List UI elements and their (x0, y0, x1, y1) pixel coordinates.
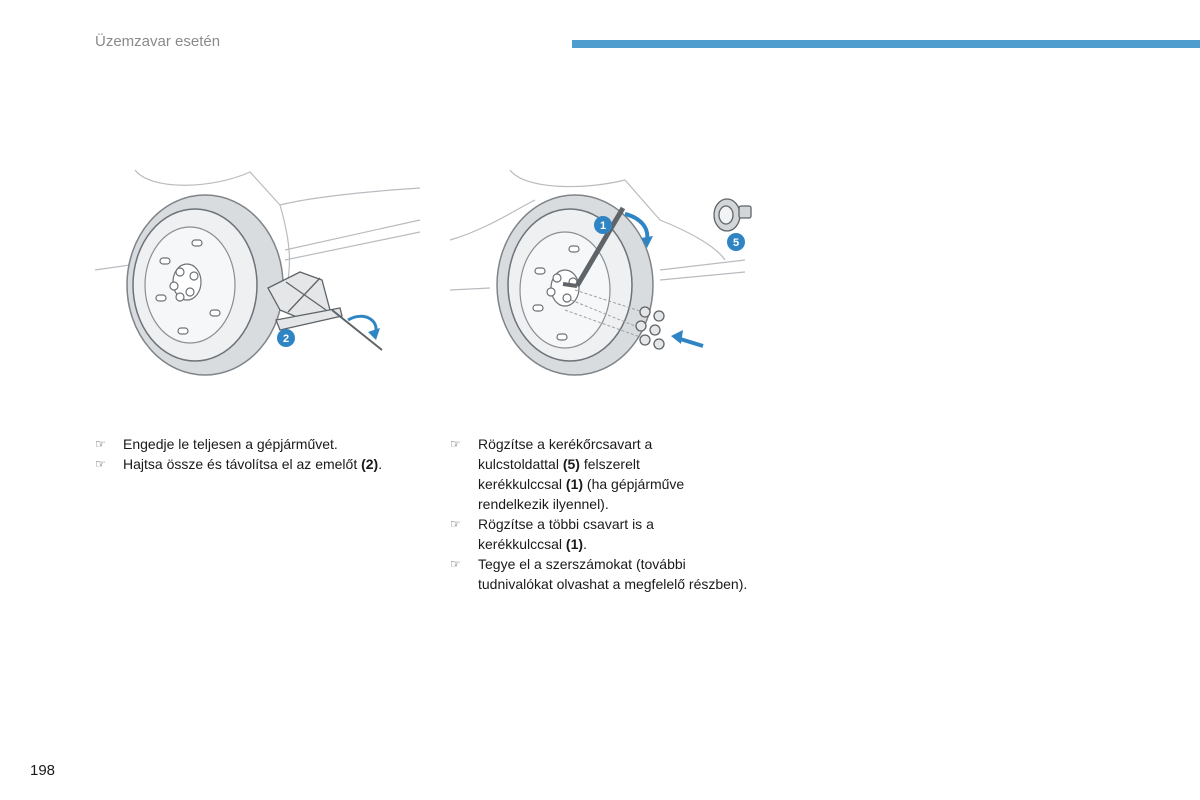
pointing-hand-icon: ☞ (450, 517, 461, 531)
step-store-tools: ☞ Tegye el a szerszámokat (további tudnivalókat olvashat a megfelelő részben). (450, 556, 748, 592)
pointing-hand-icon: ☞ (450, 437, 461, 451)
section-title: Üzemzavar esetén (95, 33, 221, 50)
page-number: 198 (30, 762, 56, 779)
instructions-left (95, 434, 435, 474)
instructions-right (450, 434, 790, 594)
callout-5 (727, 233, 745, 251)
step-lower-vehicle: ☞ Engedje le teljesen a gépjárművet. (95, 436, 338, 452)
svg-text:1: 1 (599, 220, 607, 232)
pointing-hand-icon: ☞ (450, 557, 461, 571)
pointing-hand-icon: ☞ (95, 437, 106, 451)
svg-text:5: 5 (732, 237, 740, 249)
callout-2 (277, 329, 295, 347)
step-remove-jack: ☞ Hajtsa össze és távolítsa el az emelőt (2). (95, 456, 383, 472)
step-secure-locking-bolt: ☞ Rögzítse a kerékőrcsavart a kulcstoldattal (5) felszerelt kerékkulccsal (1) (ha gépjárműve rendelkezik ilyennel). (450, 436, 685, 512)
illustration-lower-jack (90, 160, 425, 390)
svg-text:2: 2 (282, 333, 290, 345)
step-tighten-other-bolts: ☞ Rögzítse a többi csavart is a kerékkulccsal (1). (450, 516, 654, 552)
header-bar (572, 40, 1200, 48)
pointing-hand-icon: ☞ (95, 457, 106, 471)
illustration-tighten-bolts (445, 160, 770, 390)
callout-1 (594, 216, 612, 234)
